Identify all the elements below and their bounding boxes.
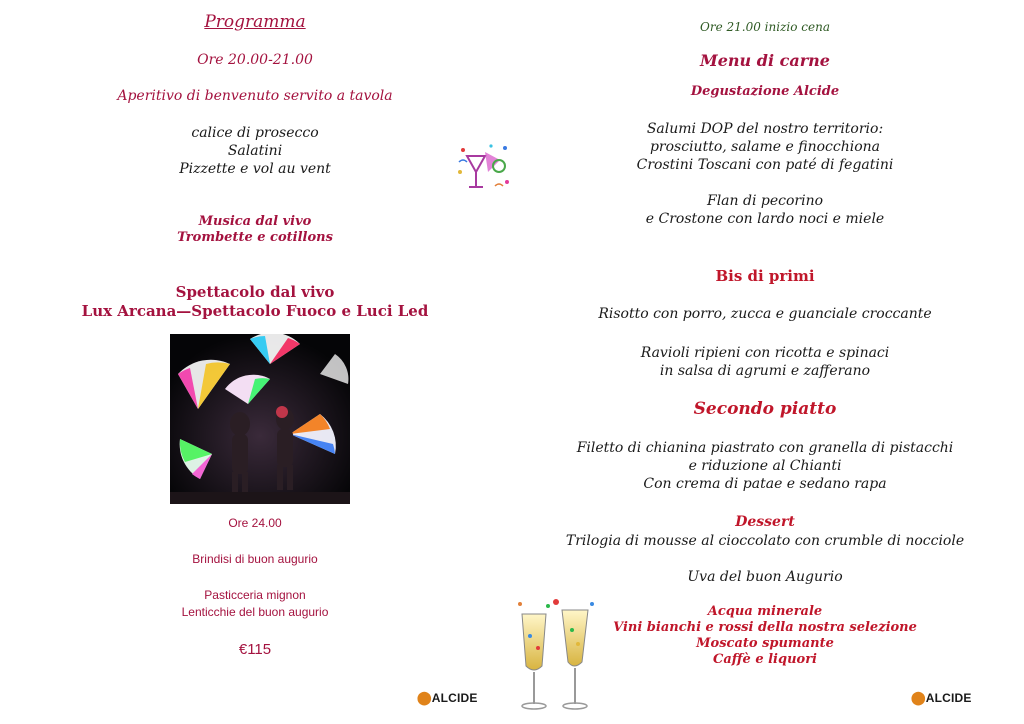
- risotto-line: Risotto con porro, zucca e guanciale croccante: [598, 306, 932, 322]
- lenticchie-line: Lenticchie del buon augurio: [181, 605, 329, 619]
- bevande-line: Moscato spumante: [696, 636, 834, 651]
- filetto-line: Con crema di patae e sedano rapa: [643, 476, 887, 492]
- logo-text: ALCIDE: [431, 691, 478, 705]
- pasticceria-line: Pasticceria mignon: [204, 588, 306, 602]
- ravioli-line: Ravioli ripieni con ricotta e spinaci: [640, 345, 890, 361]
- crostone-line: e Crostone con lardo noci e miele: [645, 211, 885, 227]
- bevande-line: Acqua minerale: [707, 604, 823, 619]
- musica-block: [55, 214, 455, 246]
- aperitivo-list: [55, 124, 455, 178]
- antipasti-line: Salumi DOP del nostro territorio:: [646, 121, 884, 137]
- menu-title: Menu di carne: [700, 51, 830, 70]
- antipasti-line: Crostini Toscani con paté di fegatini: [636, 157, 894, 173]
- ravioli-block: [515, 344, 1015, 380]
- midnight-time: Ore 24.00: [228, 516, 282, 530]
- spettacolo-subtitle: Lux Arcana—Spettacolo Fuoco e Luci Led: [81, 302, 429, 320]
- aperitivo-item: calice di prosecco: [191, 125, 319, 141]
- ravioli-sauce-line: in salsa di agrumi e zafferano: [659, 363, 871, 379]
- led-fans-illustration: [170, 334, 350, 504]
- spettacolo-block: [55, 283, 455, 321]
- cotillons-line: Trombette e cotillons: [177, 230, 333, 245]
- aperitivo-time: Ore 20.00-21.00: [197, 52, 313, 68]
- bevande-line: Caffè e liquori: [713, 652, 817, 667]
- filetto-line: Filetto di chianina piastrato con granella di pistacchi: [576, 440, 954, 456]
- bevande-line: Vini bianchi e rossi della nostra selezione: [613, 620, 917, 635]
- bevande-block: [585, 604, 945, 668]
- degustazione-heading: Degustazione Alcide: [690, 84, 840, 99]
- antipasti-line: prosciutto, salame e finocchiona: [649, 139, 881, 155]
- filetto-block: [515, 439, 1015, 493]
- spettacolo-title: Spettacolo dal vivo: [175, 283, 335, 301]
- flan-line: Flan di pecorino: [706, 193, 824, 209]
- led-show-photo: [170, 334, 350, 504]
- antipasti-block: [515, 120, 1015, 174]
- secondo-title: Secondo piatto: [693, 399, 837, 419]
- aperitivo-heading: Aperitivo di benvenuto servito a tavola: [117, 88, 393, 104]
- price: €115: [238, 641, 272, 658]
- aperitivo-item: Salatini: [227, 143, 283, 159]
- pasticceria-block: [55, 587, 455, 621]
- filetto-line: e riduzione al Chianti: [688, 458, 842, 474]
- logo-mark-icon: ⬤: [417, 690, 432, 705]
- logo-mark-icon: ⬤: [911, 690, 926, 705]
- logo-text: ALCIDE: [925, 691, 972, 705]
- champagne-glasses-icon: [512, 596, 600, 716]
- inizio-cena: Ore 21.00 inizio cena: [700, 20, 830, 34]
- dessert-line: Trilogia di mousse al cioccolato con crumble di nocciole: [565, 533, 965, 549]
- party-decoration-icon: [455, 142, 513, 194]
- flan-block: [515, 192, 1015, 228]
- bis-primi-title: Bis di primi: [715, 267, 815, 285]
- musica-line: Musica dal vivo: [198, 214, 312, 229]
- brindisi-line: Brindisi di buon augurio: [192, 552, 318, 566]
- dessert-title: Dessert: [735, 514, 795, 530]
- aperitivo-item: Pizzette e vol au vent: [179, 161, 331, 177]
- alcide-logo-left: [417, 690, 478, 706]
- programma-title: Programma: [204, 12, 306, 32]
- alcide-logo-right: [911, 690, 972, 706]
- uva-line: Uva del buon Augurio: [687, 569, 843, 585]
